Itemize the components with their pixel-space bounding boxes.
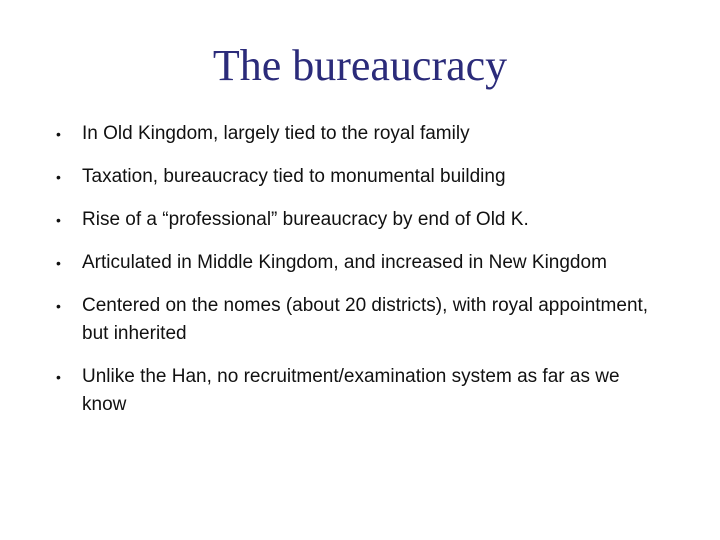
bullet-dot-icon: • [56,298,61,314]
bullet-item [56,363,666,419]
slide-title: The bureaucracy [212,41,508,90]
bullet-item [56,206,666,234]
bullet-item [56,249,666,277]
bullet-item [56,163,666,191]
bullet-text: Centered on the nomes (about 20 districts), with royal appointment, but inherited [82,295,649,344]
bullet-dot-icon: • [56,369,61,385]
bullet-dot-icon: • [56,255,61,271]
bullet-dot-icon: • [56,212,61,228]
bullet-dot-icon: • [56,126,61,142]
bullet-text: Articulated in Middle Kingdom, and increased in New Kingdom [82,252,607,273]
bullet-item [56,120,666,148]
bullet-text: In Old Kingdom, largely tied to the royal family [82,123,470,144]
bullet-text: Taxation, bureaucracy tied to monumental building [82,166,506,187]
bullet-dot-icon: • [56,169,61,185]
bullet-item [56,292,666,348]
bullet-list [56,120,666,434]
bullet-text: Unlike the Han, no recruitment/examination system as far as we know [82,366,620,415]
bullet-text: Rise of a “professional” bureaucracy by end of Old K. [82,209,529,230]
